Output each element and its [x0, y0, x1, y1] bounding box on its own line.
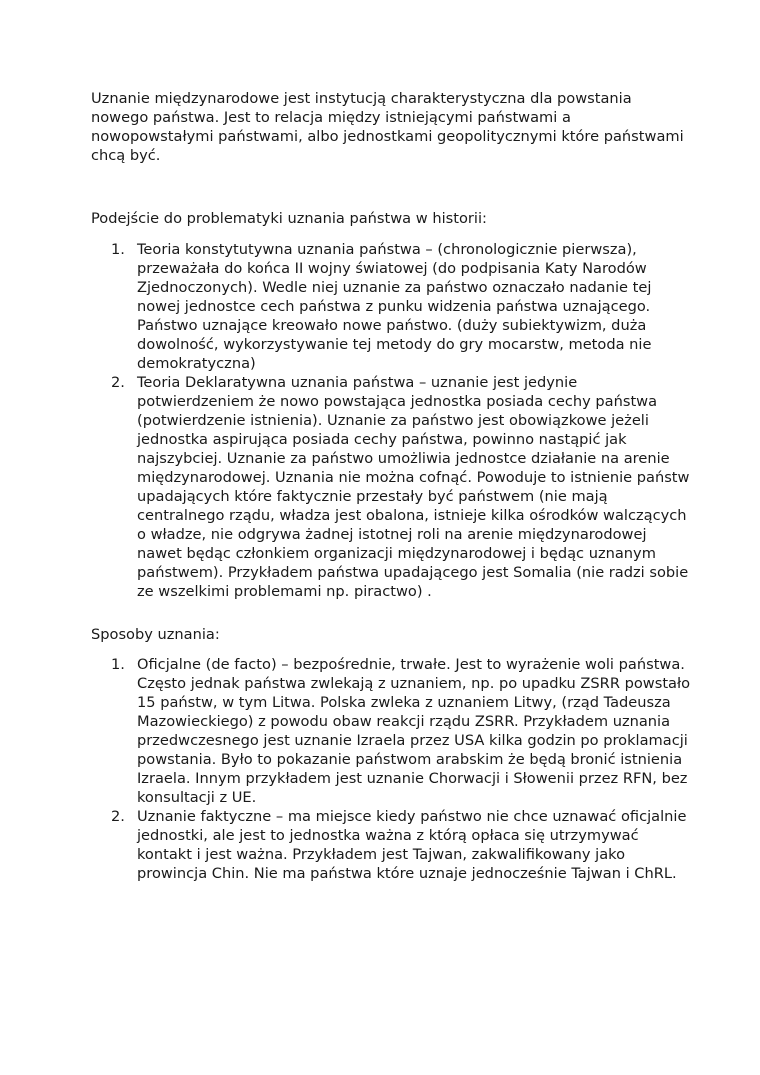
text-line: jednostka aspirująca posiada cechy państwa, powinno nastąpić jak [137, 431, 627, 448]
text-line: przeważała do końca II wojny światowej (do podpisania Katy Narodów [137, 260, 647, 277]
list-number: 1. [111, 656, 125, 673]
section-heading-history: Podejście do problematyki uznania państwa w historii: [91, 210, 487, 227]
text-line: centralnego rządu, władza jest obalona, istnieje kilka ośrodków walczących [137, 507, 687, 524]
text-line: Uznanie międzynarodowe jest instytucją charakterystyczna dla powstania [91, 90, 632, 107]
text-line: Teoria konstytutywna uznania państwa – (chronologicznie pierwsza), [137, 241, 637, 258]
recognition-methods-list [91, 655, 691, 883]
text-line: chcą być. [91, 147, 161, 164]
text-line: 15 państw, w tym Litwa. Polska zwleka z uznaniem Litwy, (rząd Tadeusza [137, 694, 671, 711]
text-line: nowego państwa. Jest to relacja między istniejącymi państwami a [91, 109, 571, 126]
theories-list [91, 240, 691, 601]
text-line: Często jednak państwa zwlekają z uznaniem, np. po upadku ZSRR powstało [137, 675, 691, 692]
text-line: Państwo uznające kreowało nowe państwo. (duży subiektywizm, duża [137, 317, 647, 334]
text-line: powstania. Było to pokazanie państwom arabskim że będą bronić istnienia [137, 751, 683, 768]
list-item [91, 373, 691, 601]
text-line: międzynarodowej. Uznania nie można cofnąć. Powoduje to istnienie państw [137, 469, 690, 486]
text-line: najszybciej. Uznanie za państwo umożliwia jednostce działanie na arenie [137, 450, 670, 467]
text-line: Oficjalne (de facto) – bezpośrednie, trwałe. Jest to wyrażenie woli państwa. [137, 656, 685, 673]
text-line: kontakt i jest ważna. Przykładem jest Tajwan, zakwalifikowany jako [137, 846, 626, 863]
text-line: dowolność, wykorzystywanie tej metody do gry mocarstw, metoda nie [137, 336, 652, 353]
text-line: jednostki, ale jest to jednostka ważna z którą opłaca się utrzymywać [137, 827, 639, 844]
text-line: nowopowstałymi państwami, albo jednostkami geopolitycznymi które państwami [91, 128, 684, 145]
intro-paragraph [91, 89, 684, 165]
text-line: Mazowieckiego) z powodu obaw reakcji rządu ZSRR. Przykładem uznania [137, 713, 671, 730]
list-item [91, 240, 691, 373]
list-number: 2. [111, 808, 125, 825]
text-line: potwierdzeniem że nowo powstająca jednostka posiada cechy państwa [137, 393, 658, 410]
text-line: prowincja Chin. Nie ma państwa które uznaje jednocześnie Tajwan i ChRL. [137, 865, 677, 882]
text-line: Teoria Deklaratywna uznania państwa – uznanie jest jedynie [137, 374, 578, 391]
text-line: (potwierdzenie istnienia). Uznanie za państwo jest obowiązkowe jeżeli [137, 412, 649, 429]
text-line: państwem). Przykładem państwa upadającego jest Somalia (nie radzi sobie [137, 564, 689, 581]
text-line: przedwczesnego jest uznanie Izraela przez USA kilka godzin po proklamacji [137, 732, 688, 749]
text-line: Izraela. Innym przykładem jest uznanie Chorwacji i Słowenii przez RFN, bez [137, 770, 688, 787]
list-item [91, 655, 691, 807]
list-item [91, 807, 691, 883]
text-line: ze wszelkimi problemami np. piractwo) . [137, 583, 432, 600]
list-number: 1. [111, 241, 125, 258]
text-line: demokratyczna) [137, 355, 256, 372]
text-line: nawet będąc członkiem organizacji międzynarodowej i będąc uznanym [137, 545, 656, 562]
section-heading-methods: Sposoby uznania: [91, 626, 220, 643]
text-line: Zjednoczonych). Wedle niej uznanie za państwo oznaczało nadanie tej [137, 279, 652, 296]
text-line: nowej jednostce cech państwa z punku widzenia państwa uznającego. [137, 298, 651, 315]
list-number: 2. [111, 374, 125, 391]
text-line: o władze, nie odgrywa żadnej istotnej roli na arenie międzynarodowej [137, 526, 647, 543]
text-line: konsultacji z UE. [137, 789, 257, 806]
text-line: Uznanie faktyczne – ma miejsce kiedy państwo nie chce uznawać oficjalnie [137, 808, 687, 825]
text-line: upadających które faktycznie przestały być państwem (nie mają [137, 488, 608, 505]
